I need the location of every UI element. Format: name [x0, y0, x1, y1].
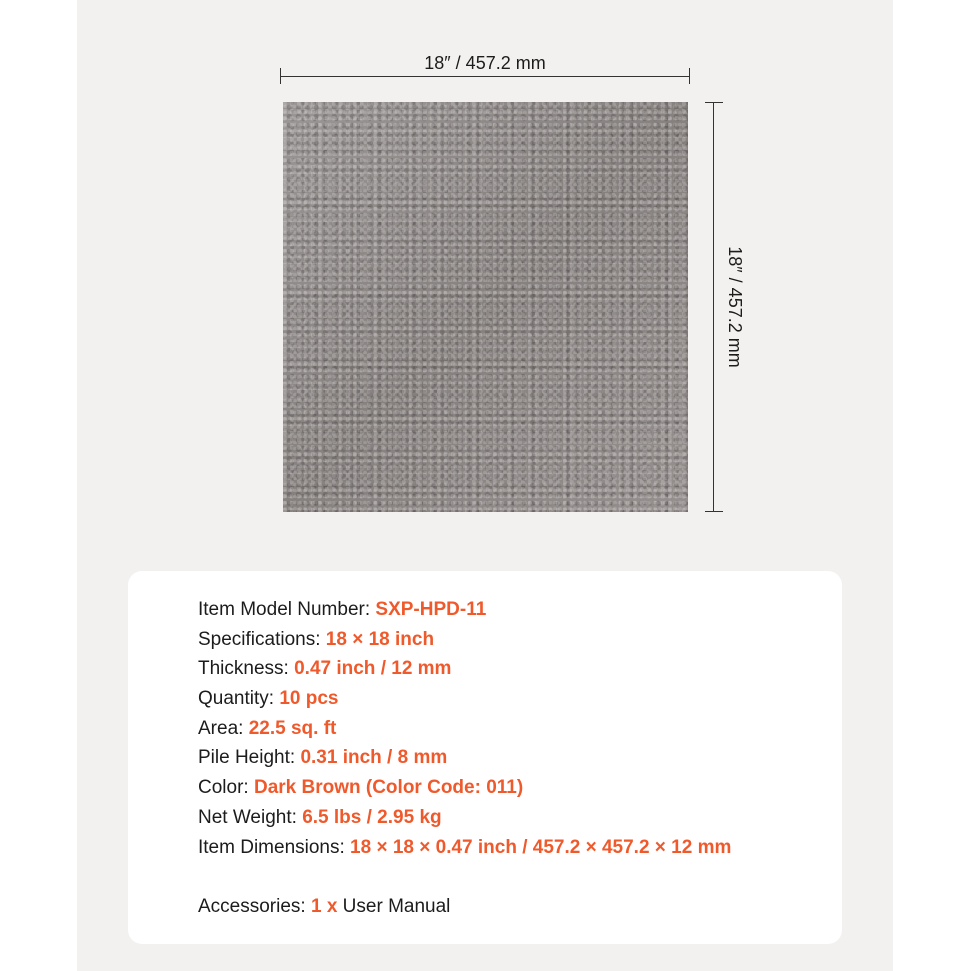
accessory-count: 1 x [310, 895, 338, 917]
spec-label: Area: [198, 717, 249, 739]
spec-label: Thickness: [198, 658, 295, 680]
spec-value: SXP-HPD-11 [375, 599, 487, 620]
width-dimension-cap-right [689, 68, 690, 84]
height-dimension [703, 102, 743, 512]
spec-label: Quantity: [198, 688, 280, 710]
spec-label: Specifications: [198, 628, 326, 650]
spec-accessories [198, 892, 822, 922]
spec-value: 0.47 inch / 12 mm [294, 658, 452, 680]
spec-value: 6.5 lbs / 2.95 kg [302, 806, 442, 828]
width-dimension-cap-left [280, 68, 281, 84]
spec-quantity [198, 684, 822, 714]
spec-item-dimensions [198, 833, 822, 863]
height-dimension-cap-top [705, 102, 723, 103]
spec-pile-height [198, 743, 822, 773]
spec-card [128, 571, 842, 944]
spec-label: Net Weight: [198, 806, 303, 828]
spec-label: Accessories: [198, 895, 311, 917]
height-dimension-cap-bottom [705, 511, 723, 512]
spec-value: 18 × 18 inch [325, 628, 435, 650]
spec-value: 10 pcs [279, 688, 339, 710]
spec-value: 0.31 inch / 8 mm [300, 747, 448, 769]
spec-area [198, 714, 822, 744]
spec-value: 18 × 18 × 0.47 inch / 457.2 × 457.2 × 12 mm [350, 836, 732, 858]
spec-value: 22.5 sq. ft [248, 717, 337, 739]
spec-label: Pile Height: [198, 747, 301, 769]
height-dimension-label: 18″ / 457.2 mm [725, 246, 745, 368]
width-dimension-line [280, 76, 690, 77]
spec-list [198, 595, 822, 922]
width-dimension-label: 18″ / 457.2 mm [424, 53, 546, 73]
spec-label: Color: [198, 777, 254, 799]
spec-specifications [198, 625, 822, 655]
accessory-item: User Manual [337, 895, 451, 917]
height-dimension-line [713, 102, 714, 512]
spec-thickness [198, 654, 822, 684]
width-dimension [280, 54, 690, 94]
spec-model-number [198, 595, 822, 625]
spec-value: Dark Brown (Color Code: 011) [253, 777, 524, 799]
spec-color [198, 773, 822, 803]
carpet-tile-image [283, 102, 688, 512]
spec-label: Item Dimensions: [198, 836, 351, 858]
spec-net-weight [198, 803, 822, 833]
spec-label: Item Model Number: [198, 599, 376, 620]
